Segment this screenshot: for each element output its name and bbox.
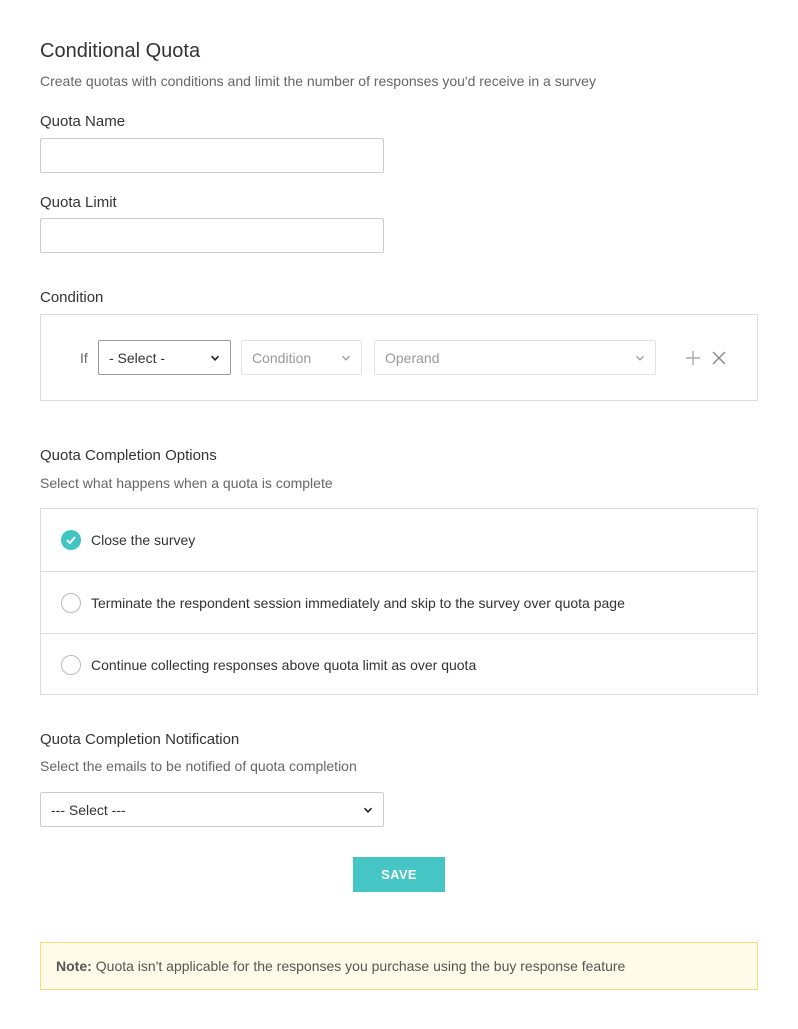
quota-name-input[interactable] bbox=[40, 138, 384, 173]
condition-select-value: Condition bbox=[252, 349, 312, 366]
page-subtitle: Create quotas with conditions and limit the number of responses you'd receive in a survey bbox=[40, 73, 596, 89]
check-icon bbox=[65, 534, 77, 546]
condition-label: Condition bbox=[40, 289, 104, 306]
if-label: If bbox=[80, 350, 88, 366]
quota-name-label: Quota Name bbox=[40, 113, 126, 130]
condition-box bbox=[40, 314, 758, 401]
quota-limit-label: Quota Limit bbox=[40, 194, 117, 211]
notification-label: Quota Completion Notification bbox=[40, 731, 240, 748]
chevron-down-icon bbox=[210, 353, 220, 363]
quota-limit-input[interactable] bbox=[40, 218, 384, 253]
condition-select[interactable] bbox=[241, 340, 362, 375]
question-select-value: - Select - bbox=[109, 349, 166, 366]
completion-options-list bbox=[40, 508, 758, 695]
notification-description: Select the emails to be notified of quota completion bbox=[40, 758, 357, 774]
close-icon[interactable] bbox=[709, 348, 729, 368]
option-close-survey[interactable] bbox=[41, 509, 757, 571]
operand-select[interactable] bbox=[374, 340, 656, 375]
option-continue-collecting[interactable] bbox=[41, 633, 757, 695]
completion-options-label: Quota Completion Options bbox=[40, 447, 217, 464]
save-button[interactable]: SAVE bbox=[353, 857, 445, 892]
option-label: Terminate the respondent session immediately and skip to the survey over quota page bbox=[91, 594, 625, 611]
completion-options-description: Select what happens when a quota is complete bbox=[40, 475, 333, 491]
option-label: Close the survey bbox=[91, 532, 196, 548]
note-prefix: Note: bbox=[56, 958, 92, 974]
question-select[interactable] bbox=[98, 340, 231, 375]
radio-unchecked[interactable] bbox=[61, 593, 81, 613]
option-terminate-session[interactable] bbox=[41, 571, 757, 633]
chevron-down-icon bbox=[363, 805, 373, 815]
notification-email-select[interactable] bbox=[40, 792, 384, 827]
chevron-down-icon bbox=[635, 353, 645, 363]
radio-checked[interactable] bbox=[61, 530, 81, 550]
chevron-down-icon bbox=[341, 353, 351, 363]
note-banner bbox=[40, 942, 758, 990]
email-select-value: --- Select --- bbox=[51, 801, 126, 818]
page-title: Conditional Quota bbox=[40, 40, 201, 62]
radio-unchecked[interactable] bbox=[61, 655, 81, 675]
operand-select-value: Operand bbox=[385, 349, 440, 366]
note-text: Quota isn't applicable for the responses you purchase using the buy response feature bbox=[95, 958, 626, 974]
plus-icon[interactable] bbox=[683, 348, 703, 368]
option-label: Continue collecting responses above quota limit as over quota bbox=[91, 656, 477, 673]
